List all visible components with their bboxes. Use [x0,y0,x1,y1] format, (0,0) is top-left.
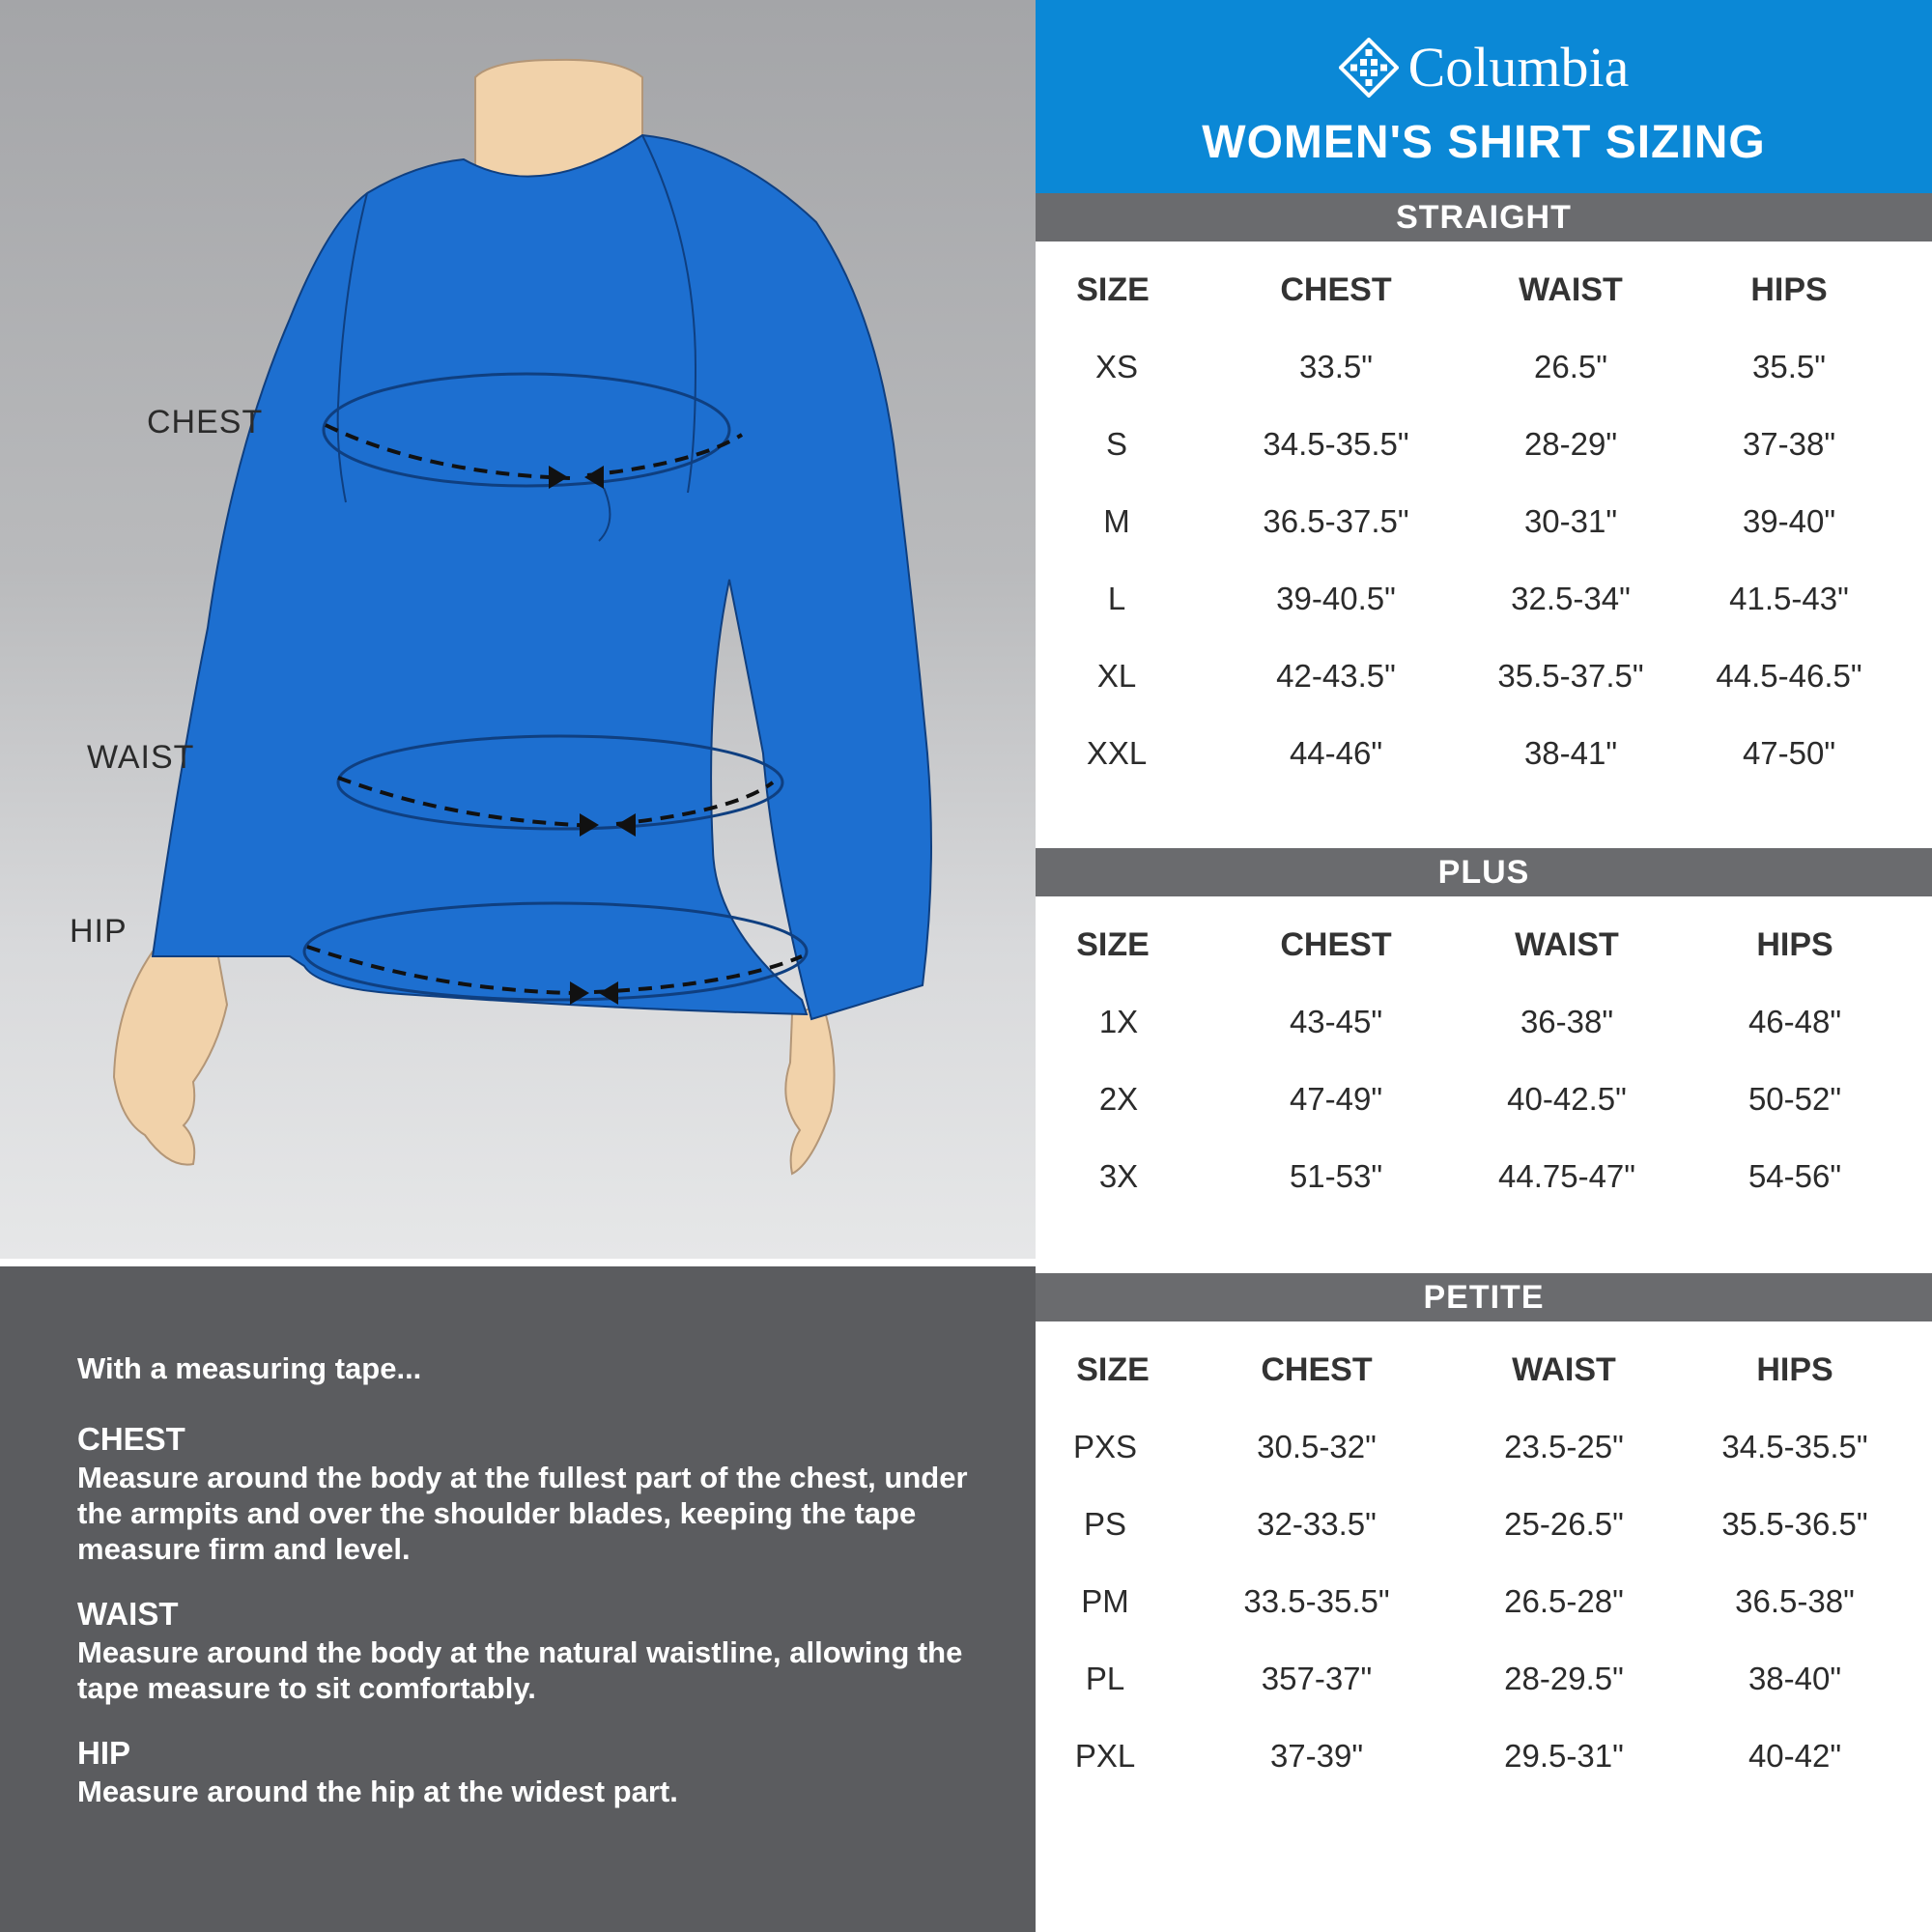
instructions-intro: With a measuring tape... [77,1351,422,1385]
waist-cell: 25-26.5" [1504,1506,1624,1542]
col-chest: CHEST [1280,271,1392,308]
hips-cell: 41.5-43" [1729,581,1849,616]
hip-label: HIP [70,913,128,950]
right-hand-illustration [785,1005,834,1174]
waist-cell: 38-41" [1523,735,1618,771]
col-waist: WAIST [1515,926,1619,963]
hips-cell: 40-42" [1747,1738,1842,1774]
waist-cell: 30-31" [1523,503,1618,539]
hips-cell: 35.5" [1752,349,1826,384]
chest-cell: 39-40.5" [1276,581,1396,616]
table-row [1036,724,1932,782]
waist-cell: 44.75-47" [1498,1158,1635,1194]
col-waist: WAIST [1512,1351,1616,1388]
size-cell: PXS [1072,1429,1138,1464]
size-cell: M [1103,503,1130,539]
plus-header-row [1036,916,1932,974]
hips-cell: 35.5-36.5" [1721,1506,1868,1542]
chest-cell: 47-49" [1289,1081,1383,1117]
shirt-illustration [0,0,1036,1259]
table-row [1036,1418,1932,1476]
size-cell: PXL [1074,1738,1136,1774]
chest-cell: 37-39" [1269,1738,1364,1774]
waist-instruction-title: WAIST [77,1596,179,1632]
waist-cell: 26.5-28" [1504,1583,1624,1619]
chart-title: WOMEN'S SHIRT SIZING [1202,117,1766,168]
col-chest: CHEST [1261,1351,1373,1388]
chest-cell: 357-37" [1261,1661,1373,1696]
hip-instruction [77,1735,978,1809]
plus-section-header: PLUS [1036,848,1932,896]
chest-cell: 34.5-35.5" [1263,426,1409,462]
size-cell: 3X [1098,1158,1139,1194]
col-hips: HIPS [1756,1351,1833,1388]
chest-cell: 51-53" [1289,1158,1383,1194]
columbia-diamond-icon [1339,38,1399,98]
waist-cell: 35.5-37.5" [1497,658,1644,694]
chest-cell: 36.5-37.5" [1263,503,1409,539]
chest-cell: 43-45" [1289,1004,1383,1039]
chest-cell: 33.5" [1299,349,1373,384]
table-row [1036,1573,1932,1631]
hips-cell: 38-40" [1747,1661,1842,1696]
hip-instruction-text: Measure around the hip at the widest part. [77,1775,678,1808]
size-cell: XXL [1086,735,1148,771]
table-row [1036,1727,1932,1785]
table-row [1036,1650,1932,1708]
waist-instruction-text: Measure around the body at the natural waistline, allowing the tape measure to sit comfortably. [77,1635,963,1705]
size-cell: XL [1096,658,1137,694]
table-row [1036,415,1932,473]
size-cell: PL [1085,1661,1125,1696]
straight-header-row [1036,261,1932,319]
col-size: SIZE [1076,1351,1150,1388]
chest-instruction-title: CHEST [77,1421,185,1457]
table-row [1036,647,1932,705]
straight-section-header: STRAIGHT [1036,193,1932,242]
waist-cell: 32.5-34" [1511,581,1631,616]
size-cell: L [1107,581,1126,616]
col-size: SIZE [1076,926,1150,963]
table-row [1036,993,1932,1051]
table-row [1036,1070,1932,1128]
petite-section-header: PETITE [1036,1273,1932,1321]
col-hips: HIPS [1750,271,1828,308]
col-size: SIZE [1076,271,1150,308]
chest-cell: 42-43.5" [1276,658,1396,694]
waist-cell: 40-42.5" [1507,1081,1627,1117]
waist-cell: 26.5" [1534,349,1607,384]
col-chest: CHEST [1280,926,1392,963]
shirt-body [153,135,931,1019]
waist-cell: 28-29" [1523,426,1618,462]
hips-cell: 39-40" [1742,503,1836,539]
chest-instruction-text: Measure around the body at the fullest part of the chest, under the armpits and over the shoulder blades, keeping the tape measure firm and level. [77,1461,968,1566]
left-hand-illustration [114,952,227,1165]
hips-cell: 46-48" [1747,1004,1842,1039]
size-cell: PS [1083,1506,1127,1542]
size-cell: PM [1081,1583,1129,1619]
size-chart-panel [1036,0,1932,1932]
hip-instruction-title: HIP [77,1735,131,1771]
hips-cell: 37-38" [1742,426,1836,462]
chest-cell: 32-33.5" [1257,1506,1377,1542]
size-cell: XS [1094,349,1139,384]
table-row [1036,570,1932,628]
col-waist: WAIST [1519,271,1623,308]
size-cell: 1X [1098,1004,1139,1039]
brand-logo [1036,35,1932,99]
chest-cell: 44-46" [1289,735,1383,771]
size-cell: 2X [1098,1081,1139,1117]
petite-header-row [1036,1341,1932,1399]
table-row [1036,1495,1932,1553]
hips-cell: 34.5-35.5" [1721,1429,1868,1464]
waist-instruction [77,1596,978,1706]
hips-cell: 36.5-38" [1735,1583,1855,1619]
brand-header [1036,0,1932,193]
hips-cell: 44.5-46.5" [1716,658,1862,694]
hips-cell: 54-56" [1747,1158,1842,1194]
waist-cell: 28-29.5" [1504,1661,1624,1696]
chest-instruction [77,1421,978,1567]
waist-cell: 23.5-25" [1504,1429,1624,1464]
brand-name: Columbia [1407,36,1630,99]
chest-cell: 30.5-32" [1257,1429,1377,1464]
hips-cell: 50-52" [1747,1081,1842,1117]
table-row [1036,338,1932,396]
measuring-instructions [0,1266,1036,1932]
hips-cell: 47-50" [1742,735,1836,771]
shirt-illustration-panel [0,0,1036,1259]
waist-cell: 36-38" [1520,1004,1614,1039]
table-row [1036,1148,1932,1206]
chest-label: CHEST [147,404,264,440]
waist-label: WAIST [87,739,195,776]
chest-cell: 33.5-35.5" [1243,1583,1390,1619]
size-cell: S [1105,426,1128,462]
table-row [1036,493,1932,551]
waist-cell: 29.5-31" [1504,1738,1624,1774]
col-hips: HIPS [1756,926,1833,963]
